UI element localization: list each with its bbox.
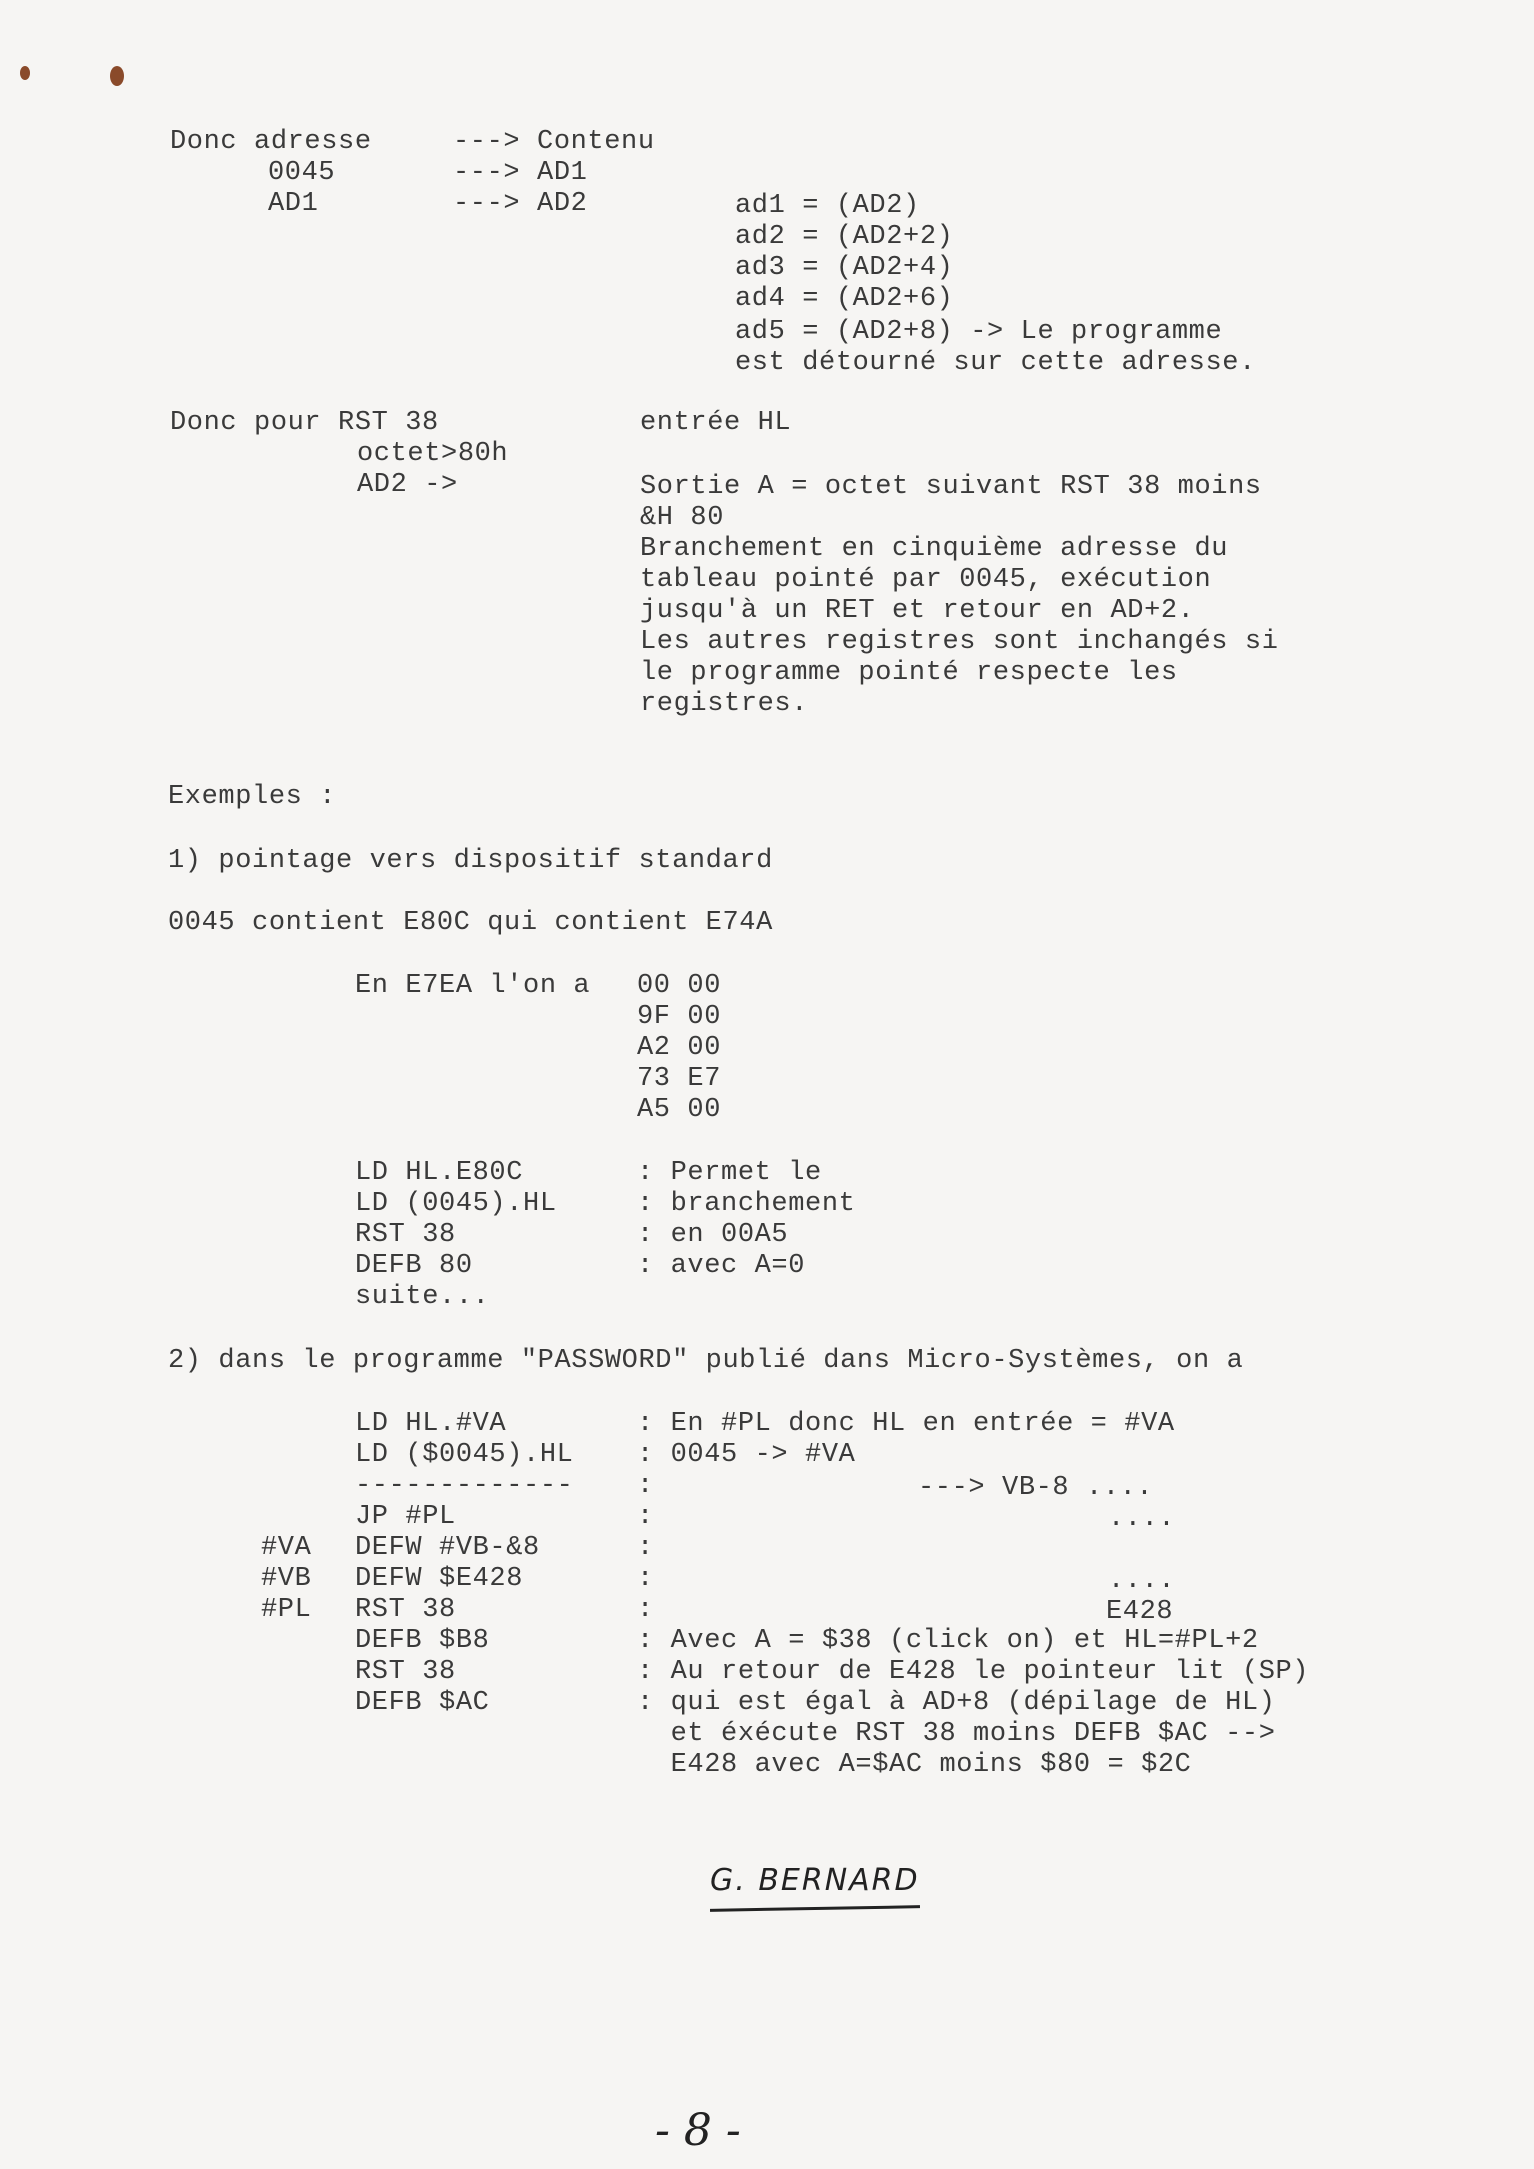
example2-code-6: DEFW $E428	[355, 1564, 524, 1594]
examples-title: Exemples :	[168, 782, 337, 812]
example1-code-4: DEFB 80	[355, 1251, 473, 1281]
example1-code-3: RST 38	[355, 1220, 456, 1250]
example1-comment-3: : en 00A5	[637, 1220, 789, 1250]
section1-addr-ad1: AD1	[268, 189, 319, 219]
section2-left-1: Donc pour RST 38	[170, 408, 439, 438]
example2-comment-11: et éxécute RST 38 moins DEFB $AC -->	[637, 1719, 1276, 1749]
example2-code-9: RST 38	[355, 1657, 456, 1687]
example2-comment-3: :	[637, 1471, 654, 1501]
section2-right-8: registres.	[640, 689, 809, 719]
example2-comment-7: :	[637, 1595, 654, 1625]
example1-bytes-1: 00 00	[637, 971, 722, 1001]
example1-comment-1: : Permet le	[637, 1158, 822, 1188]
example1-bytes-5: A5 00	[637, 1095, 722, 1125]
formula-ad1: ad1 = (AD2)	[735, 191, 920, 221]
section1-head-label: Donc adresse	[170, 127, 372, 157]
example1-bytes-4: 73 E7	[637, 1064, 722, 1094]
section1-arrow-ad2: ---> AD2	[453, 189, 588, 219]
example2-label-va: #VA	[261, 1533, 312, 1563]
section1-arrow-ad1: ---> AD1	[453, 158, 588, 188]
example1-comment-4: : avec A=0	[637, 1251, 806, 1281]
section2-right-2: &H 80	[640, 503, 725, 533]
example1-bytes-2: 9F 00	[637, 1002, 722, 1032]
example2-label-vb: #VB	[261, 1564, 312, 1594]
example2-comment-10: : qui est égal à AD+8 (dépilage de HL)	[637, 1688, 1276, 1718]
example1-code-2: LD (0045).HL	[355, 1189, 557, 1219]
example2-code-2: LD ($0045).HL	[355, 1440, 574, 1470]
example2-code-4: JP #PL	[355, 1502, 456, 1532]
signature-text: G. BERNARD	[710, 1863, 920, 1898]
example1-en: En E7EA l'on a	[355, 971, 591, 1001]
example1-bytes-3: A2 00	[637, 1033, 722, 1063]
section2-left-2: octet>80h	[357, 439, 509, 469]
signature-underline	[710, 1905, 920, 1912]
section2-right-4: tableau pointé par 0045, exécution	[640, 565, 1212, 595]
formula-ad4: ad4 = (AD2+6)	[735, 284, 954, 314]
example2-comment-5: :	[637, 1533, 654, 1563]
formula-ad2: ad2 = (AD2+2)	[735, 222, 954, 252]
section2-right-1: Sortie A = octet suivant RST 38 moins	[640, 472, 1262, 502]
example2-code-7: RST 38	[355, 1595, 456, 1625]
section2-right-3: Branchement en cinquième adresse du	[640, 534, 1229, 564]
example2-label-pl: #PL	[261, 1595, 312, 1625]
example1-title: 1) pointage vers dispositif standard	[168, 846, 773, 876]
example2-diagram-4: E428	[1106, 1597, 1174, 1627]
section1-addr-0045: 0045	[268, 158, 336, 188]
example2-diagram-1: ---> VB-8 ....	[918, 1473, 1154, 1503]
example2-code-10: DEFB $AC	[355, 1688, 490, 1718]
example2-comment-1: : En #PL donc HL en entrée = #VA	[637, 1409, 1175, 1439]
section1-head-arrow: ---> Contenu	[453, 127, 655, 157]
formula-ad3: ad3 = (AD2+4)	[735, 253, 954, 283]
formula-ad5: ad5 = (AD2+8) -> Le programme	[735, 317, 1223, 347]
example1-code-1: LD HL.E80C	[355, 1158, 524, 1188]
example2-comment-9: : Au retour de E428 le pointeur lit (SP)	[637, 1657, 1310, 1687]
example1-line: 0045 contient E80C qui contient E74A	[168, 908, 773, 938]
formula-note: est détourné sur cette adresse.	[735, 348, 1256, 378]
signature	[700, 1855, 930, 1915]
example2-comment-8: : Avec A = $38 (click on) et HL=#PL+2	[637, 1626, 1259, 1656]
section2-right-6: Les autres registres sont inchangés si	[640, 627, 1279, 657]
example2-title: 2) dans le programme "PASSWORD" publié dans Micro-Systèmes, on a	[168, 1346, 1244, 1376]
example2-comment-6: :	[637, 1564, 654, 1594]
ink-stain-right	[110, 66, 124, 86]
ink-stain-left	[20, 66, 30, 80]
example2-diagram-3: ....	[1108, 1566, 1176, 1596]
example2-code-1: LD HL.#VA	[355, 1409, 507, 1439]
example2-code-5: DEFW #VB-&8	[355, 1533, 540, 1563]
example2-comment-2: : 0045 -> #VA	[637, 1440, 856, 1470]
example1-code-5: suite...	[355, 1282, 490, 1312]
section2-left-3: AD2 ->	[357, 470, 458, 500]
example1-comment-2: : branchement	[637, 1189, 856, 1219]
example2-comment-4: :	[637, 1502, 654, 1532]
example2-code-8: DEFB $B8	[355, 1626, 490, 1656]
section2-entry: entrée HL	[640, 408, 792, 438]
example2-code-3: -------------	[355, 1471, 574, 1501]
section2-right-5: jusqu'à un RET et retour en AD+2.	[640, 596, 1195, 626]
section2-right-7: le programme pointé respecte les	[640, 658, 1178, 688]
example2-comment-12: E428 avec A=$AC moins $80 = $2C	[637, 1750, 1192, 1780]
page-number: - 8 -	[655, 2105, 741, 2156]
example2-diagram-2: ....	[1108, 1504, 1176, 1534]
